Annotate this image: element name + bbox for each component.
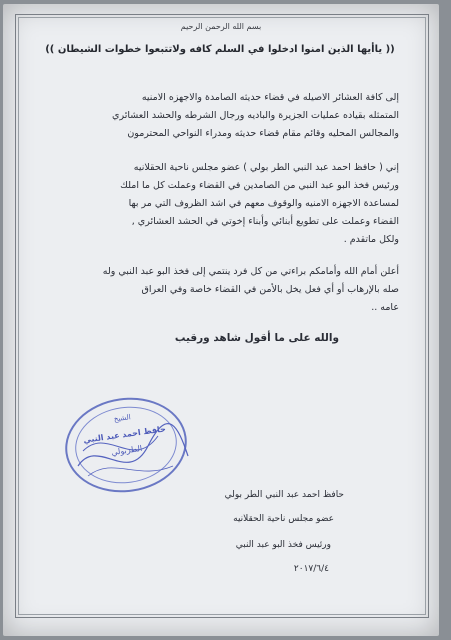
paragraph-line: إني ( حافظ احمد عبد النبي الطر بولي ) عضو مجلس ناحية الحقلانيه — [133, 162, 399, 173]
signature-scribble — [58, 396, 198, 496]
paragraph-line: لمساعدة الاجهزه الامنيه والوقوف معهم في اشد الظروف التي مر بها — [128, 198, 399, 209]
signature-role: ورئيس فخذ البو عبد النبي — [235, 540, 331, 550]
signature-date: ٢٠١٧/٦/٤ — [293, 564, 329, 574]
stamp-text: الطربولي — [110, 443, 143, 458]
paragraph-line: القضاء وعملت على تطويع أبنائي وأبناء إخوتي في الحشد العشائري , — [131, 216, 399, 227]
document-page — [3, 4, 439, 636]
paragraph-line: ولكل ماتقدم . — [343, 234, 399, 245]
paragraph-line: أعلن أمام الله وأمامكم براءتي من كل فرد ينتمي إلى فخذ البو عبد النبي وله — [102, 266, 399, 277]
stamp-text: حافظ احمد عبد النبي — [82, 424, 167, 445]
signature-title: عضو مجلس ناحية الحقلانيه — [233, 514, 334, 524]
paragraph-line: إلى كافة العشائر الاصيله في قضاء حديثه الصامدة والاجهزه الامنيه — [141, 92, 399, 103]
closing-oath: والله على ما أقول شاهد ورقيب — [174, 332, 339, 344]
paragraph-line: عامه .. — [371, 302, 399, 313]
bismillah-header: بسم الله الرحمن الرحيم — [180, 22, 262, 31]
page-border — [15, 14, 429, 618]
paragraph-line: والمجالس المحليه وقائم مقام قضاء حديثه ومدراء النواحي المحترمون — [127, 128, 399, 139]
paragraph-line: ورئيس فخذ البو عبد النبي من الصامدين في القضاء وعملت كل ما املك — [120, 180, 399, 191]
paragraph-line: صله بالإرهاب أو أي فعل يخل بالأمن في القضاء خاصة وفي العراق — [141, 284, 399, 295]
quran-verse: (( ياأيها الذين امنوا ادخلوا في السلم كافه ولاتتبعوا خطوات الشيطان )) — [45, 44, 395, 55]
paragraph-line: المتمثله بقياده عمليات الجزيرة والباديه ورجال الشرطه والحشد العشائري — [112, 110, 399, 121]
signature-name: حافظ احمد عبد النبي الطر بولي — [224, 490, 344, 500]
stamp-text: الشيخ — [113, 413, 132, 424]
